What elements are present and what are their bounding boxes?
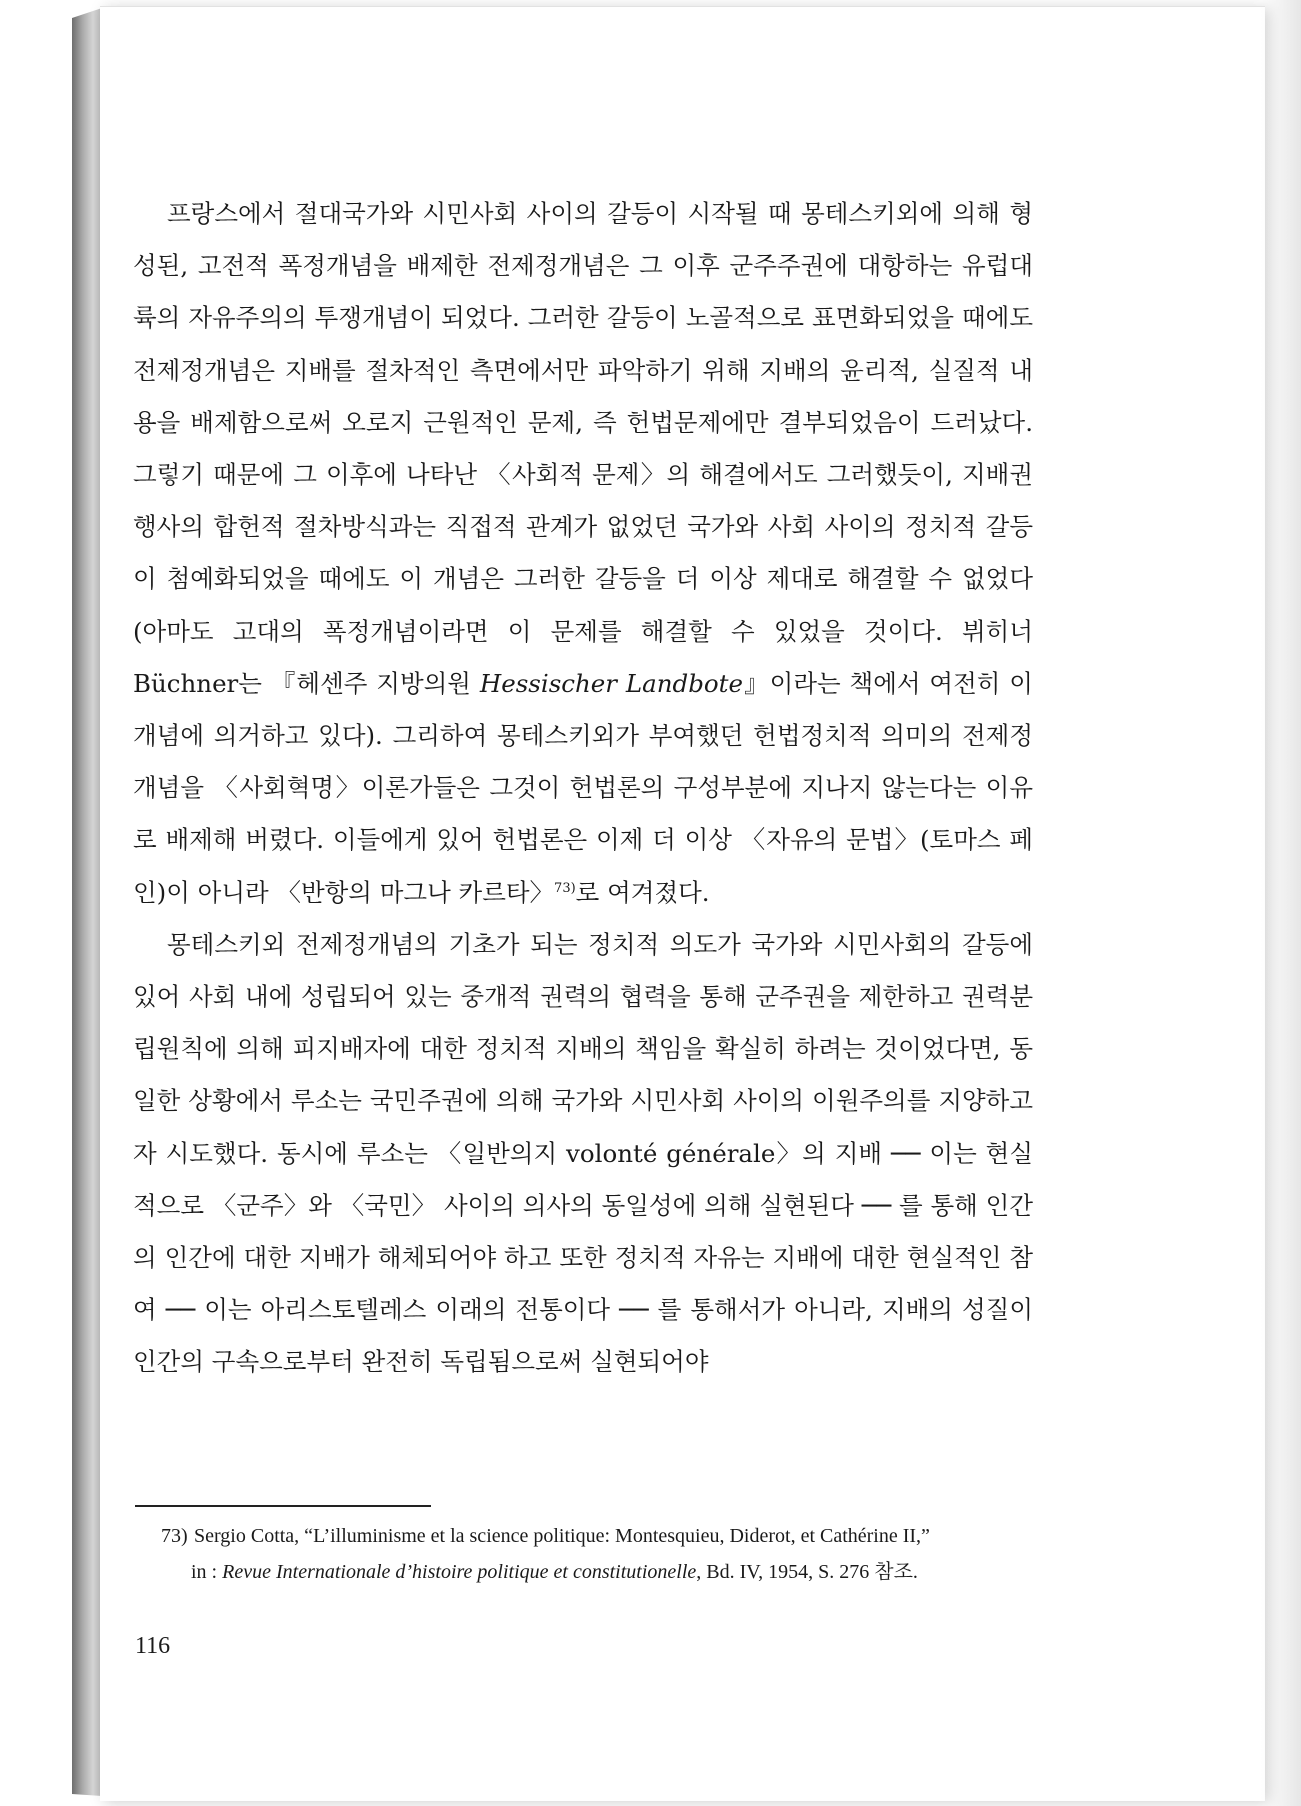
footnote-citation: Sergio Cotta, “L’illuminisme et la science politique: Montesquieu, Diderot, et Cathérine II,” [194,1525,930,1547]
footnote-suffix: , Bd. IV, 1954, S. 276 참조. [696,1561,918,1583]
book-title-italic: Hessischer Landbote [479,668,743,698]
journal-title: Revue Internationale d’histoire politique et constitutionelle [222,1561,697,1583]
paragraph-1-end: 로 여겨졌다. [575,877,710,907]
footnote-number: 73) [161,1525,188,1547]
paragraph-1 [133,188,1033,919]
page-number: 116 [135,1633,171,1659]
paragraph-1-text: 프랑스에서 절대국가와 시민사회 사이의 갈등이 시작될 때 몽테스키외에 의해 형성된, 고전적 폭정개념을 배제한 전제정개념은 그 이후 군주주권에 대항하는 유럽대륙의 자유주의의 투쟁개념이 되었다. 그러한 갈등이 노골적으로 표면화되었을 때에도 전제정개념은 지배를 절차적인 측면에서만 파악하기 위해 지배의 윤리적, 실질적 내용을 배제함으로써 오로지 근원적인 문제, 즉 헌법문제에만 결부되었음이 드러났다. 그렇기 때문에 그 이후에 나타난 〈사회적 문제〉의 해결에서도 그러했듯이, 지배권행사의 합헌적 절차방식과는 직접적 관계가 없었던 국가와 사회 사이의 정치적 갈등이 첨예화되었을 때에도 이 개념은 그러한 갈등을 더 이상 제대로 해결할 수 없었다(아마도 고대의 폭정개념이라면 이 문제를 해결할 수 있었을 것이다. 뷔히너 Büchner는 『헤센주 지방의원 [133,199,1033,698]
footnote-divider [135,1505,431,1507]
body-text [133,188,1033,1389]
footnote-line-2 [135,1554,1035,1590]
page-edge-shadow [1261,0,1301,1806]
book-spine [72,8,102,1796]
paragraph-2: 몽테스키외 전제정개념의 기초가 되는 정치적 의도가 국가와 시민사회의 갈등에 있어 사회 내에 성립되어 있는 중개적 권력의 협력을 통해 군주권을 제한하고 권력분립원칙에 의해 피지배자에 대한 정치적 지배의 책임을 확실히 하려는 것이었다면, 동일한 상황에서 루소는 국민주권에 의해 국가와 시민사회 사이의 이원주의를 지양하고자 시도했다. 동시에 루소는 〈일반의지 volonté générale〉의 지배 ── 이는 현실적으로 〈군주〉와 〈국민〉 사이의 의사의 동일성에 의해 실현된다 ── 를 통해 인간의 인간에 대한 지배가 해체되어야 하고 또한 정치적 자유는 지배에 대한 현실적인 참여 ── 이는 아리스토텔레스 이래의 전통이다 ── 를 통해서가 아니라, 지배의 성질이 인간의 구속으로부터 완전히 독립됨으로써 실현되어야 [133,929,1033,1377]
footnote-reference: 73) [554,880,576,896]
footnote [135,1518,1035,1590]
paragraph-1-continued: 』이라는 책에서 여전히 이 개념에 의거하고 있다). 그리하여 몽테스키외가 부여했던 헌법정치적 의미의 전제정개념을 〈사회혁명〉이론가들은 그것이 헌법론의 구성부분에 지나지 않는다는 이유로 배제해 버렸다. 이들에게 있어 헌법론은 이제 더 이상 〈자유의 문법〉(토마스 페인)이 아니라 〈반항의 마그나 카르타〉 [133,668,1033,907]
footnote-prefix: in : [191,1561,223,1583]
footnote-line-1 [135,1518,1035,1554]
